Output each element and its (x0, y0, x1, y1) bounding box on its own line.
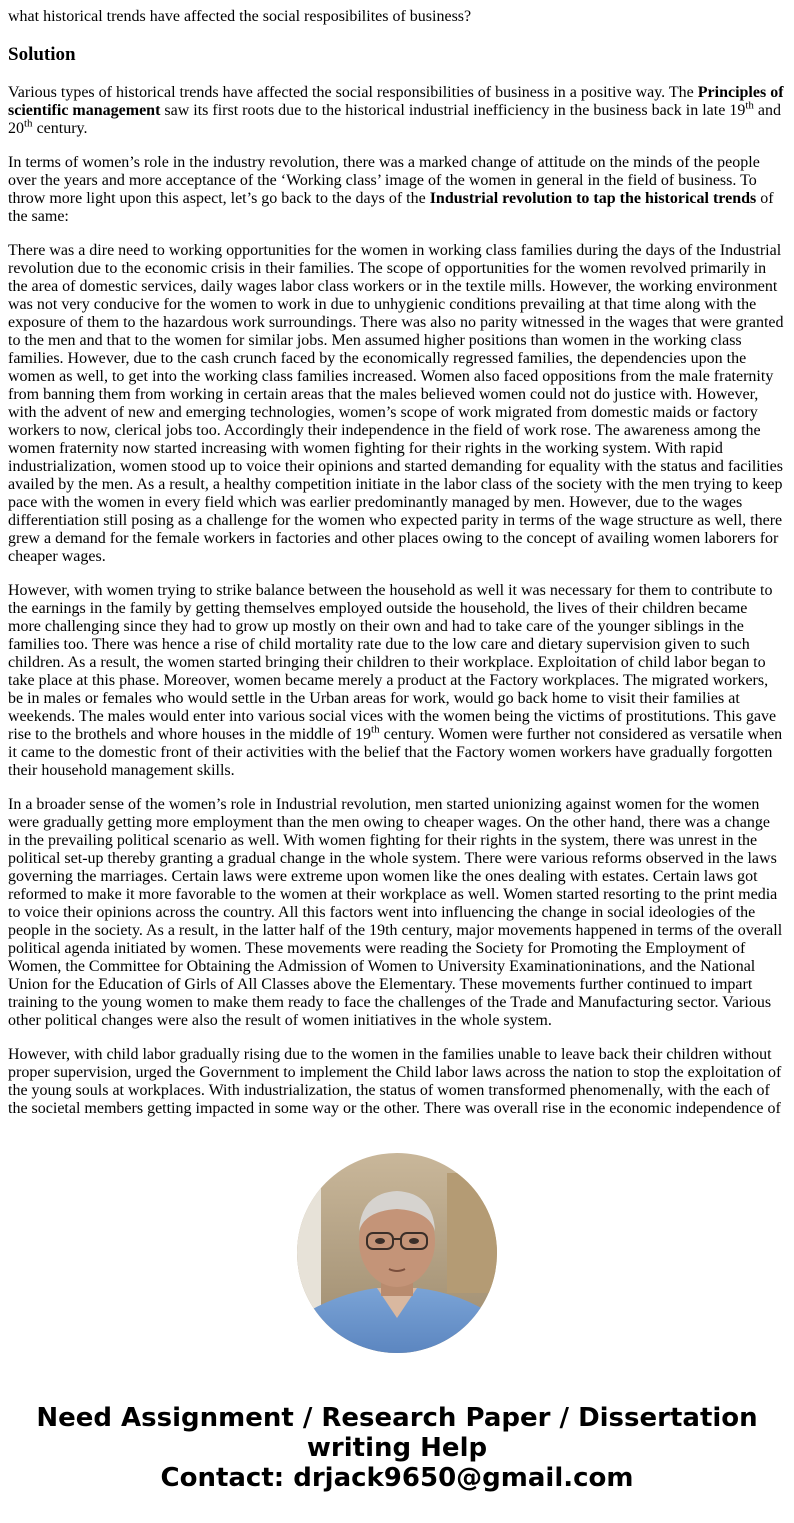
p4-text-b: century. Women were further not considered as versatile when it came to the domestic front of their activities with the belief that the Factory women workers have gradually forgotten their household management skills. (8, 726, 783, 779)
p1-text-e: century. (32, 120, 88, 137)
cta-line-2: writing Help (306, 1433, 488, 1463)
avatar-photo-icon (297, 1153, 497, 1353)
cta-line-1: Need Assignment / Research Paper / Dissertation (36, 1403, 758, 1433)
p1-bold: Principles of scientific management (8, 84, 784, 119)
paragraph-6: However, with child labor gradually rising due to the women in the families unable to leave back their children without proper supervision, urged the Government to implement the Child labor laws across the nation to stop the exploitation of the young souls at workplaces. With industrialization, the status of women transformed phenomenally, with the each of the societal members getting impacted in some way or the other. There was overall rise in the economic independence of (8, 1046, 782, 1117)
article (8, 0, 784, 1123)
paragraph-1 (8, 84, 784, 138)
p2-text-a: In terms of women’s role in the industry revolution, there was a marked change of attitude on the minds of the people over the years and more acceptance of the ‘Working class’ image of the women in general in the field of business. To throw more light upon this aspect, let’s go back to the days of the (8, 154, 760, 207)
contact-callout (0, 1403, 794, 1493)
p4-sup: th (371, 723, 380, 736)
p2-text-c: of the same: (8, 190, 774, 225)
avatar (297, 1153, 497, 1353)
p2-bold: Industrial revolution to tap the historical trends (429, 190, 757, 207)
p1-text-a: Various types of historical trends have affected the social responsibilities of business in a positive way. The (8, 84, 698, 101)
paragraph-5: In a broader sense of the women’s role in Industrial revolution, men started unionizing against women for the women were gradually getting more employment than the men owing to cheaper wages. On the other hand, there was a change in the prevailing political scenario as well. With women fighting for their rights in the system, there was unrest in the political set-up thereby granting a gradual change in the whole system. There were various reforms observed in the laws governing the marriages. Certain laws were extreme upon women like the ones dealing with estates. Certain laws got reformed to make it more favorable to the women at their workplace as well. Women started resorting to the print media to voice their opinions across the country. All this factors went into influencing the change in social ideologies of the people in the society. As a result, in the latter half of the 19th century, major movements happened in terms of the overall political agenda initiated by women. These movements were reading the Society for Promoting the Employment of Women, the Committee for Obtaining the Admission of Women to University Examinationinations, and the National Union for the Education of Girls of All Classes above the Elementary. These movements further continued to impart training to the young women to make them ready to face the challenges of the Trade and Manufacturing sector. Various other political changes were also the result of women initiatives in the whole system. (8, 796, 783, 1029)
question-text: what historical trends have affected the social resposibilites of business? (8, 8, 472, 25)
p4-text-a: However, with women trying to strike balance between the household as well it was necessary for them to contribute to the earnings in the family by getting themselves employed outside the household, the lives of their children became more challenging since they had to grow up mostly on their own and had to take care of the younger siblings in the families too. There was hence a rise of child mortality rate due to the low care and dietary supervision given to such children. As a result, the women started bringing their children to their workplace. Exploitation of child labor began to take place at this phase. Moreover, women became merely a product at the Factory workplaces. The migrated workers, be in males or females who would settle in the Urban areas for work, would go back home to visit their families at weekends. The males would enter into various social vices with the women being the victims of prostitutions. This gave rise to the brothels and whore houses in the middle of 19 (8, 582, 777, 743)
p1-text-d: and 20 (8, 102, 781, 137)
p1-sup-1: th (745, 99, 754, 112)
paragraph-3: There was a dire need to working opportunities for the women in working class families during the days of the Industrial revolution due to the economic crisis in their families. The scope of opportunities for the women revolved primarily in the area of domestic services, daily wages labor class workers or in the textile mills. However, the working environment was not very conducive for the women to work in due to unhygienic conditions prevailing at that time along with the exposure of them to the hazardous work surroundings. There was also no parity witnessed in the wages that were granted to the men and that to the women for similar jobs. Men assumed higher positions than women in the working class families. However, due to the cash crunch faced by the economically regressed families, the dependencies upon the women as well, to get into the working class families increased. Women also faced oppositions from the male fraternity from banning them from working in certain areas that the males believed women could not do justice with. However, with the advent of new and emerging technologies, women’s scope of work migrated from domestic maids or factory workers to now, clerical jobs too. Accordingly their independence in the field of work rose. The awareness among the women fraternity now started increasing with women fighting for their rights in the working system. With rapid industrialization, women stood up to voice their opinions and started demanding for equality with the status and facilities availed by the men. As a result, a healthy competition initiate in the labor class of the society with the men trying to keep pace with the women in every field which was earlier predominantly managed by men. However, due to the wages differentiation still posing as a challenge for the women who expected parity in terms of the wage structure as well, there grew a demand for the female workers in factories and other places owing to the concept of availing women laborers for cheaper wages. (8, 242, 784, 565)
cta-contact-email: Contact: drjack9650@gmail.com (160, 1463, 634, 1493)
promo-section (0, 1123, 794, 1523)
solution-heading: Solution (8, 44, 76, 65)
paragraph-4 (8, 582, 784, 780)
p1-text-c: saw its first roots due to the historical industrial inefficiency in the business back in late 19 (160, 102, 746, 119)
p1-sup-2: th (24, 117, 33, 130)
paragraph-2 (8, 154, 784, 226)
